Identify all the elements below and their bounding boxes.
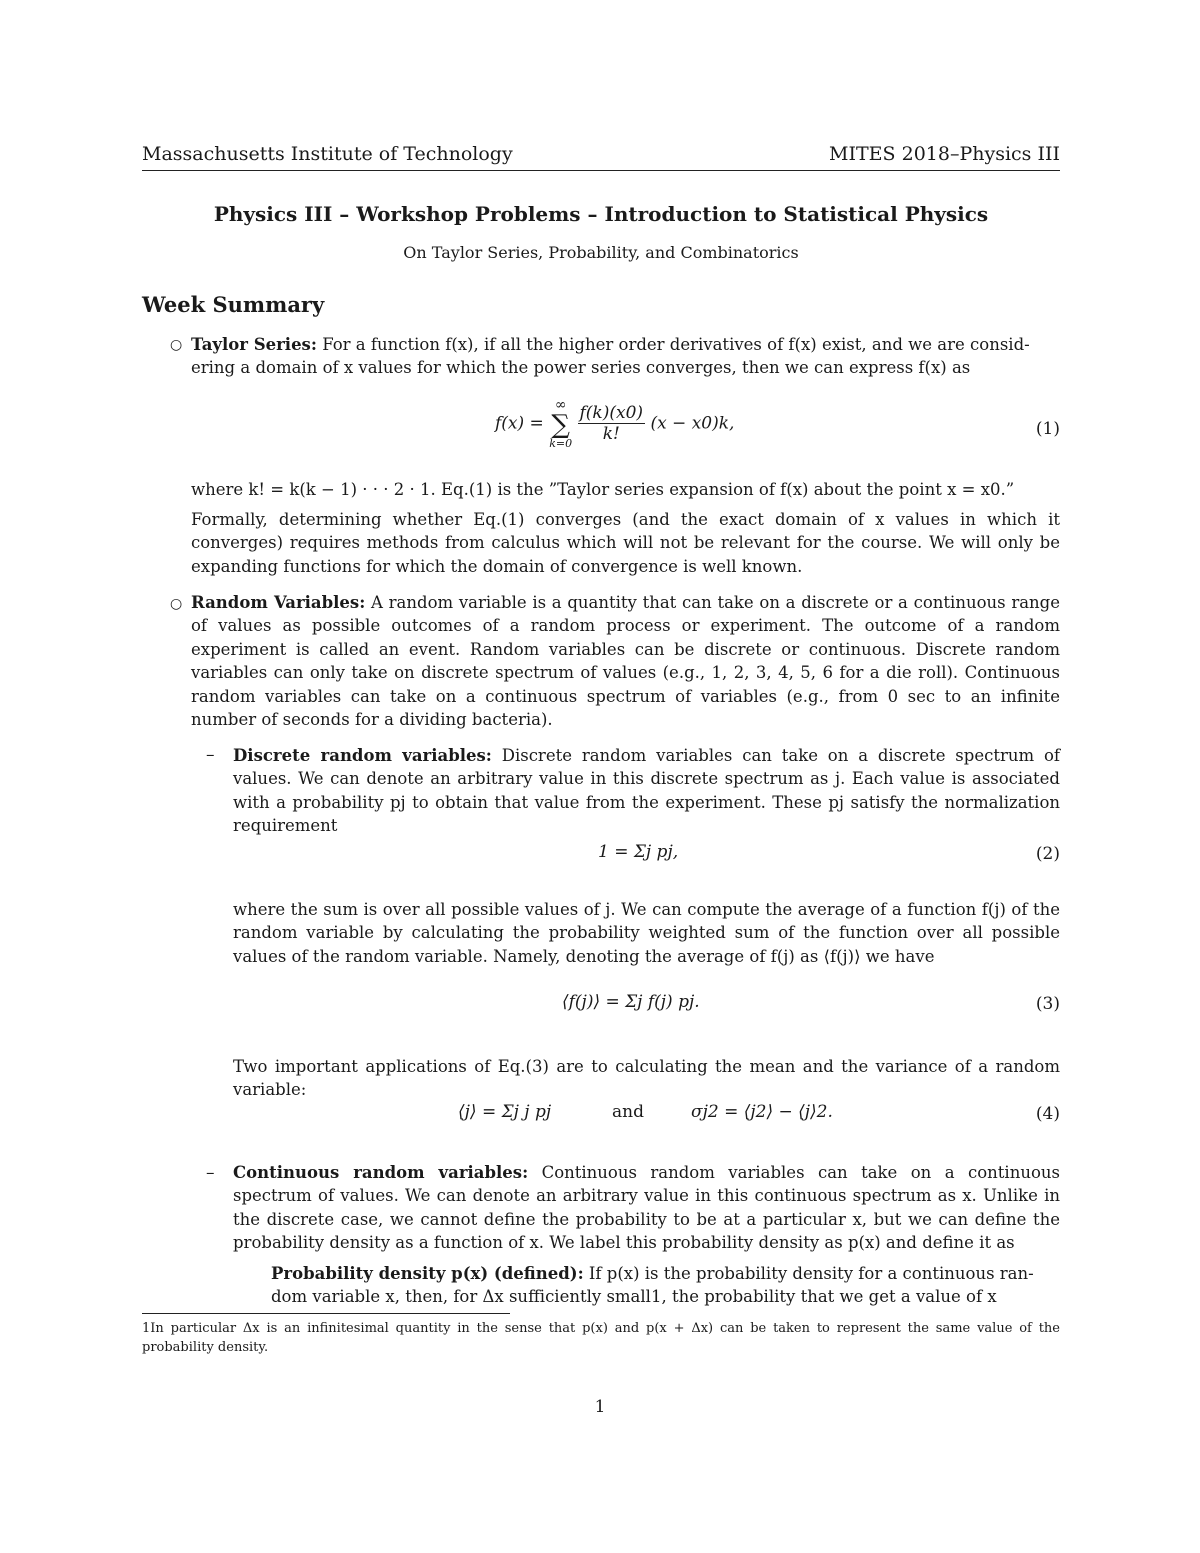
header-course: MITES 2018–Physics III: [829, 143, 1060, 165]
taylor-line2: ering a domain of x values for which the power series converges, then we can express f(x) as: [191, 358, 971, 378]
equation-4-mean: ⟨j⟩ = Σj j pj: [458, 1102, 552, 1122]
discrete-after2: where the sum is over all possible values of j. We can compute the average of a function f(j) of the random variable by calculating the probability weighted sum of the function over all possible values of the random variable. Namely, denoting the average of f(j) as ⟨f(j)⟩ we have: [233, 900, 1060, 966]
eq1-numerator: f(k)(x0): [579, 403, 644, 423]
footnote: 1In particular Δx is an infinitesimal quantity in the sense that p(x) and p(x + Δx) can be taken to represent the same value of the probability density.: [142, 1321, 1060, 1355]
equation-2: 1 = Σj pj,: [598, 842, 679, 862]
page-number: 1: [594, 1397, 606, 1417]
definition-text1: If p(x) is the probability density for a continuous ran-: [583, 1264, 1034, 1283]
definition-label: Probability density p(x) (defined):: [271, 1264, 584, 1283]
discrete-label: Discrete random variables:: [233, 746, 492, 765]
eq1-denominator: k!: [602, 424, 620, 444]
discrete-after3: Two important applications of Eq.(3) are to calculating the mean and the variance of a random variable:: [233, 1057, 1060, 1100]
eq4-number: (4): [1035, 1104, 1060, 1124]
random-label: Random Variables:: [191, 593, 366, 612]
definition-text2: dom variable x, then, for Δx sufficiently small1, the probability that we get a value of x: [271, 1287, 997, 1307]
header-institution: Massachusetts Institute of Technology: [142, 143, 513, 165]
continuous-label: Continuous random variables:: [233, 1163, 529, 1182]
eq1-sum-bottom: k=0: [549, 437, 573, 450]
eq1-fraction: [578, 403, 646, 444]
footnote-rule: [142, 1313, 510, 1314]
equation-4-and: and: [612, 1102, 644, 1122]
eq1-rhs: (x − x0)k,: [650, 413, 735, 434]
taylor-formal: Formally, determining whether Eq.(1) converges (and the exact domain of x values in which it converges) requires methods from calculus which will not be relevant for the course. We will only be expanding functions for which the domain of convergence is well known.: [191, 510, 1060, 576]
continuous-text: Continuous random variables can take on a continuous spectrum of values. We can denote an arbitrary value in this continuous spectrum as x. Unlike in the discrete case, we cannot define the probability to be at a particular x, but we can define the probability density as a function of x. We label this probability density as p(x) and define it as: [233, 1163, 1060, 1253]
random-text: A random variable is a quantity that can take on a discrete or a continuous range of values as possible outcomes of a random process or experiment. The outcome of a random experiment is called an event. Random variables can be discrete or continuous. Discrete random variables can only take on discrete spectrum of values (e.g., 1, 2, 3, 4, 5, 6 for a die roll). Continuous random variables can take on a continuous spectrum of variables (e.g., from 0 sec to an infinite number of seconds for a dividing bacteria).: [191, 593, 1060, 730]
taylor-label: Taylor Series:: [191, 335, 317, 354]
dash-bullet: –: [206, 1163, 215, 1183]
eq1-number: (1): [1035, 419, 1060, 439]
continuous-paragraph: [233, 1161, 1060, 1255]
eq2-number: (2): [1035, 844, 1060, 864]
document-subtitle: On Taylor Series, Probability, and Combinatorics: [403, 243, 799, 262]
discrete-paragraph: [233, 744, 1060, 838]
equation-1: [495, 398, 734, 449]
definition-block: [271, 1262, 1060, 1309]
bullet-circle-icon: ○: [170, 337, 183, 353]
equation-4-variance: σj2 = ⟨j2⟩ − ⟨j⟩2.: [691, 1102, 833, 1122]
random-paragraph: [191, 591, 1060, 731]
taylor-line1: For a function f(x), if all the higher order derivatives of f(x) exist, and we are consid-: [316, 335, 1030, 354]
eq3-number: (3): [1035, 994, 1060, 1014]
section-heading: Week Summary: [142, 292, 325, 317]
taylor-after: where k! = k(k − 1) · · · 2 · 1. Eq.(1) is the ”Taylor series expansion of f(x) about the point x = x0.”: [191, 480, 1015, 499]
document-title: Physics III – Workshop Problems – Introduction to Statistical Physics: [213, 202, 989, 226]
dash-bullet: –: [206, 745, 215, 765]
eq1-sum-operator: ∞ ∑ k=0: [549, 397, 573, 450]
eq1-lhs: f(x) =: [495, 413, 544, 434]
eq1-sum-top: ∞: [554, 397, 567, 413]
bullet-circle-icon: ○: [170, 596, 183, 612]
header-rule: [142, 170, 1060, 171]
equation-3: ⟨f(j)⟩ = Σj f(j) pj.: [562, 992, 700, 1012]
taylor-paragraph: [191, 333, 1060, 380]
discrete-text: Discrete random variables can take on a discrete spectrum of values. We can denote an arbitrary value in this discrete spectrum as j. Each value is associated with a probability pj to obtain that value from the experiment. These pj satisfy the normalization requirement: [233, 746, 1060, 836]
